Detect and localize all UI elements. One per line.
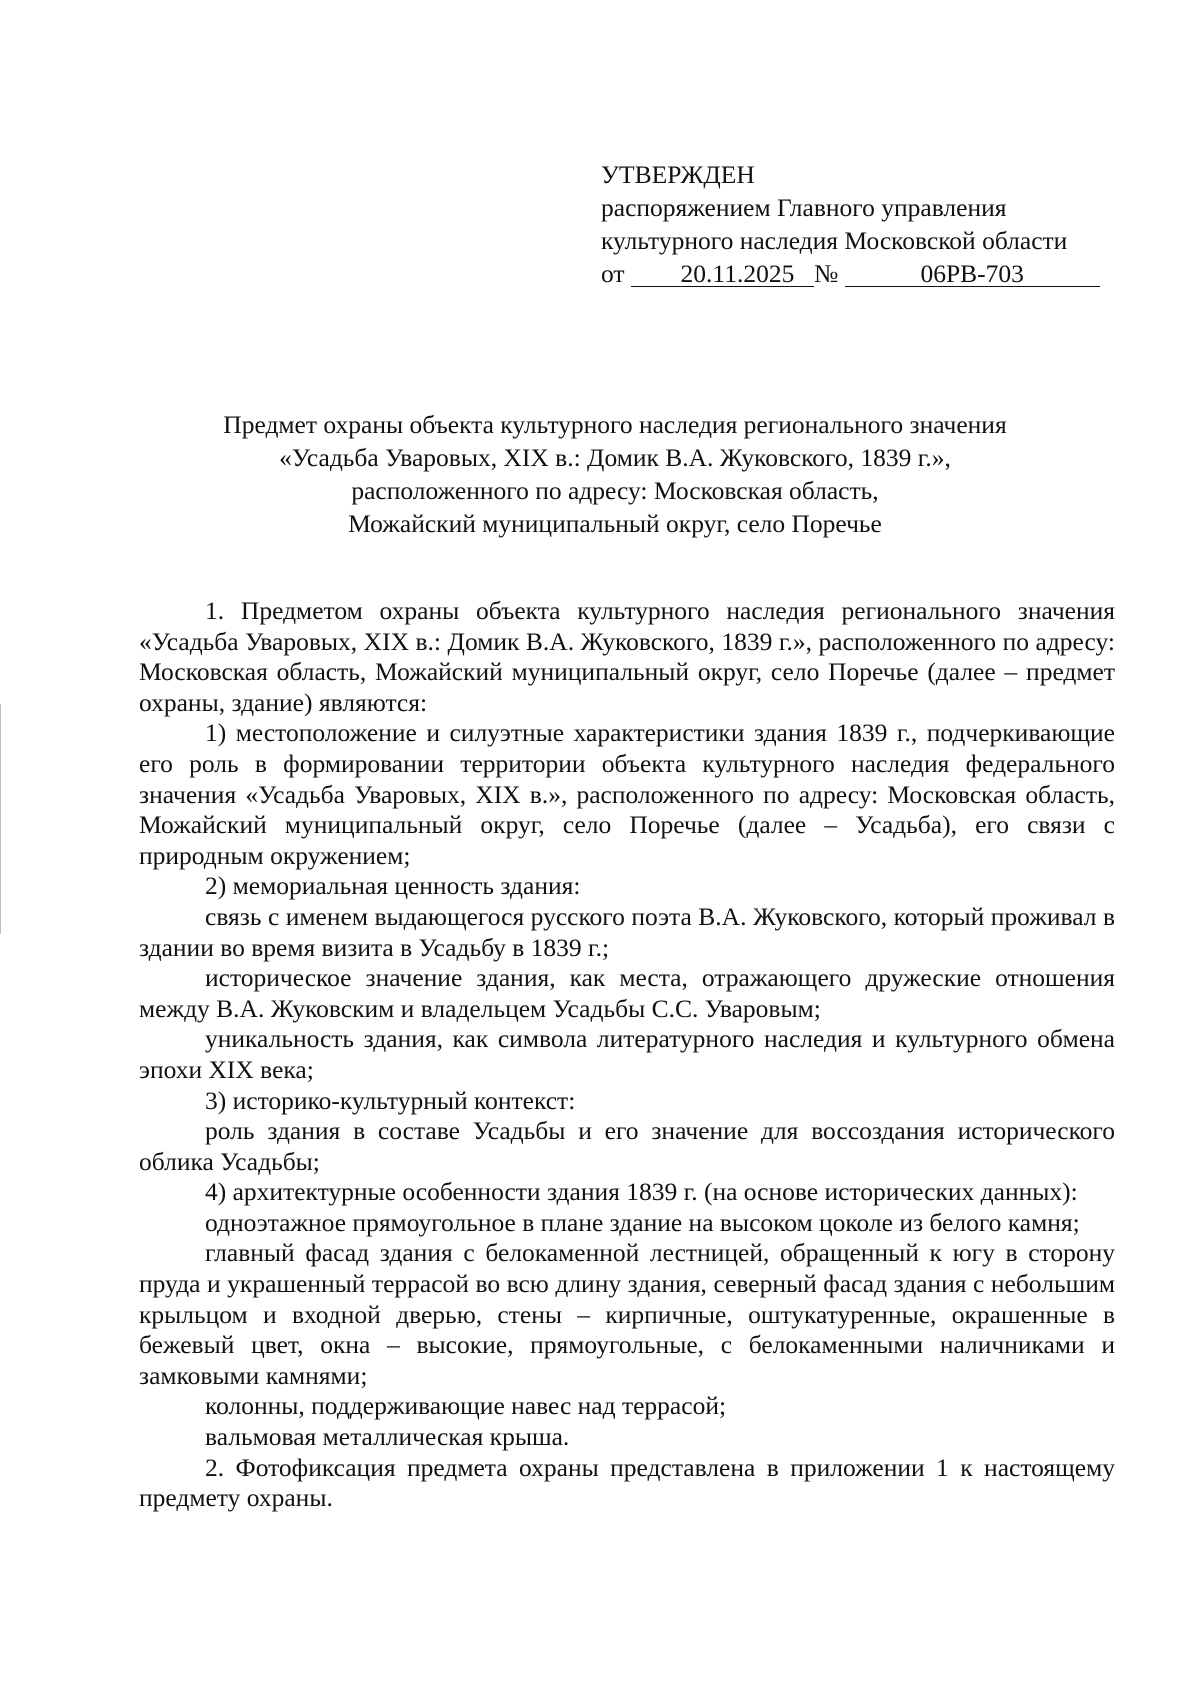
paragraph-6: уникальность здания, как символа литературного наследия и культурного обмена эпохи XIX века; [139,1024,1115,1084]
title-line-3: расположенного по адресу: Московская область, [351,476,879,505]
paragraph-4: связь с именем выдающегося русского поэта В.А. Жуковского, который проживал в здании во время визита в Усадьбу в 1839 г.; [139,901,1115,962]
approval-line-2: распоряжением Главного управления [601,193,1007,222]
document-body [139,596,1115,1514]
paragraph-5: историческое значение здания, как места, отражающего дружеские отношения между В.А. Жуковским и владельцем Усадьбы С.С. Уваровым; [139,963,1115,1023]
paragraph-12: колонны, поддерживающие навес над террасой; [205,1391,727,1421]
paragraph-2: 1) местоположение и силуэтные характеристики здания 1839 г., подчеркивающие его роль в формировании территории объекта культурного наследия федерального значения «Усадьба Уваровых, XIX в.», расположенного по адресу: Московская область, Можайский муниципальный округ, село Поречье (далее – Усадьба), его связи с природным окружением; [139,718,1115,870]
paragraph-14: 2. Фотофиксация предмета охраны представлена в приложении 1 к настоящему предмету охраны. [139,1452,1115,1513]
scan-edge-mark [0,704,1,934]
approval-stamp [601,158,1121,290]
number-sign: № [813,259,839,288]
title-line-1: Предмет охраны объекта культурного наследия регионального значения [223,410,1007,439]
approval-date: 20.11.2025 [631,262,814,287]
approval-heading: УТВЕРЖДЕН [601,160,755,189]
paragraph-9: 4) архитектурные особенности здания 1839 г. (на основе исторических данных): [205,1177,1078,1207]
title-line-2: «Усадьба Уваровых, XIX в.: Домик В.А. Жуковского, 1839 г.», [279,443,951,472]
paragraph-7: 3) историко-культурный контекст: [205,1085,576,1115]
document-title [130,408,1100,540]
paragraph-13: вальмовая металлическая крыша. [205,1422,570,1452]
title-line-4: Можайский муниципальный округ, село Поречье [348,509,882,538]
paragraph-11: главный фасад здания с белокаменной лестницей, обращенный к югу в сторону пруда и украшенный террасой во всю длину здания, северный фасад здания с небольшим крыльцом и входной дверью, стены – кирпичные, оштукатуренные, окрашенные в бежевый цвет, окна – высокие, прямоугольные, с белокаменными наличниками и замковыми камнями; [139,1238,1115,1390]
approval-line-3: культурного наследия Московской области [601,226,1068,255]
approval-number: 06РВ-703 [845,262,1100,287]
paragraph-10: одноэтажное прямоугольное в плане здание на высоком цоколе из белого камня; [205,1207,1080,1237]
paragraph-3: 2) мемориальная ценность здания: [205,871,581,901]
approval-date-line [601,257,1121,290]
date-prefix: от [601,259,625,288]
paragraph-8: роль здания в составе Усадьбы и его значение для воссоздания исторического облика Усадьбы; [139,1116,1115,1176]
paragraph-1: 1. Предметом охраны объекта культурного наследия регионального значения «Усадьба Уваровых, XIX в.: Домик В.А. Жуковского, 1839 г.», расположенного по адресу: Московская область, Можайский муниципальный округ, село Поречье (далее – предмет охраны, здание) являются: [139,596,1115,717]
